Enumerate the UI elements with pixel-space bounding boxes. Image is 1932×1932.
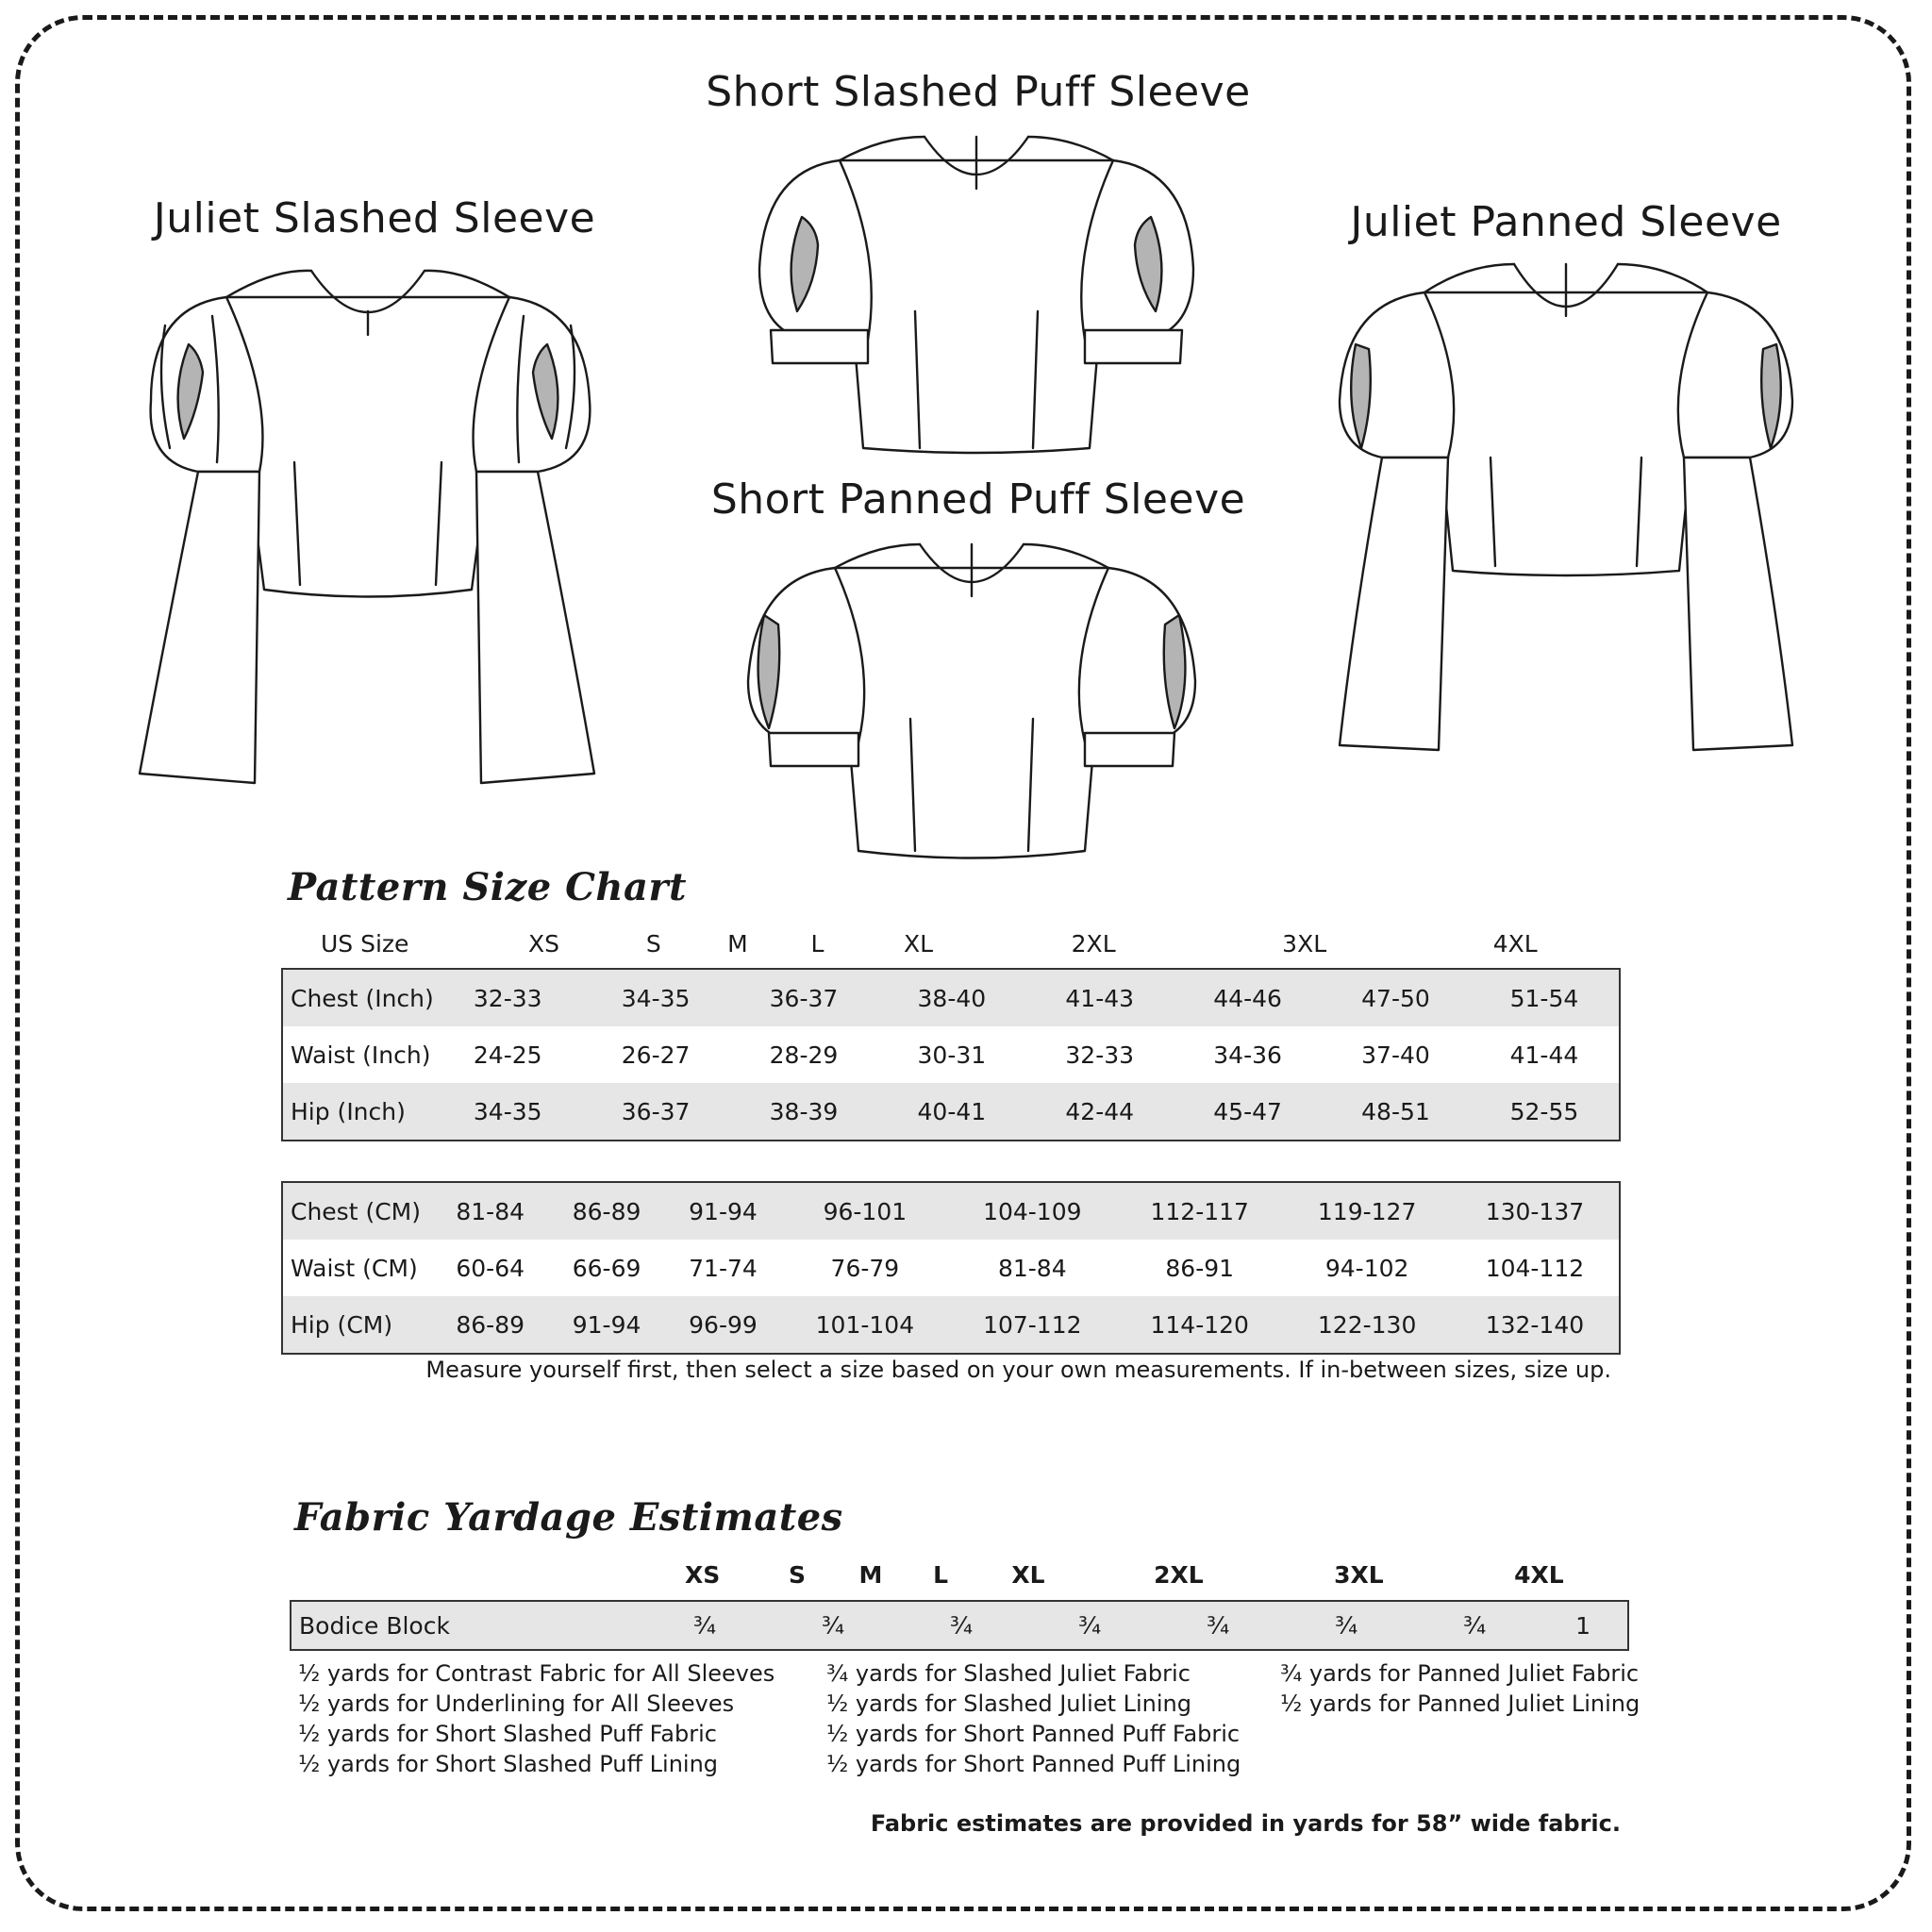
table-cell: 41-44	[1470, 1026, 1620, 1083]
table-cell: 96-101	[781, 1182, 948, 1240]
table-row	[282, 1182, 1620, 1240]
size-header-cell: S	[789, 1560, 807, 1589]
list-item: ½ yards for Panned Juliet Lining	[1280, 1690, 1641, 1717]
size-header-cell: 2XL	[1154, 1560, 1204, 1589]
size-header-cell: XS	[685, 1560, 721, 1589]
table-cell: 122-130	[1283, 1296, 1450, 1354]
table-cell: 51-54	[1470, 969, 1620, 1026]
table-cell: 130-137	[1451, 1182, 1620, 1240]
row-label: Hip (CM)	[282, 1296, 432, 1354]
table-cell: 34-35	[582, 969, 730, 1026]
size-header-cell: 2XL	[1071, 929, 1116, 958]
table-cell: 96-99	[665, 1296, 781, 1354]
list-item: ½ yards for Short Panned Puff Lining	[826, 1751, 1241, 1777]
table-cell: 86-89	[432, 1296, 548, 1354]
table-cell: 36-37	[582, 1083, 730, 1141]
size-header-cell: XL	[1011, 1560, 1045, 1589]
table-cell: 71-74	[665, 1240, 781, 1296]
table-row	[282, 1026, 1620, 1083]
table-cell: 107-112	[949, 1296, 1116, 1354]
table-cell: 47-50	[1322, 969, 1470, 1026]
table-cell: 36-37	[730, 969, 878, 1026]
yardage-footnote: Fabric estimates are provided in yards for 58” wide fabric.	[870, 1810, 1621, 1837]
size-header-cell: 3XL	[1282, 929, 1327, 958]
table-cell: ¾	[641, 1601, 769, 1650]
row-label: Hip (Inch)	[282, 1083, 434, 1141]
size-chart-heading: Pattern Size Chart	[288, 865, 687, 909]
list-item: ½ yards for Short Panned Puff Fabric	[826, 1721, 1241, 1747]
view-title-juliet-panned: Juliet Panned Sleeve	[1350, 198, 1782, 246]
table-cell: 81-84	[949, 1240, 1116, 1296]
table-cell: 132-140	[1451, 1296, 1620, 1354]
table-row	[282, 1083, 1620, 1141]
table-cell: 32-33	[1025, 1026, 1174, 1083]
table-cell: 52-55	[1470, 1083, 1620, 1141]
row-label: Waist (CM)	[282, 1240, 432, 1296]
table-cell: 24-25	[434, 1026, 582, 1083]
yardage-list-2	[826, 1658, 1241, 1779]
size-header-cell: 4XL	[1514, 1560, 1564, 1589]
table-row	[282, 1296, 1620, 1354]
short-slashed-illustration	[750, 132, 1203, 453]
short-panned-illustration	[741, 540, 1203, 860]
table-cell: 86-89	[548, 1182, 664, 1240]
table-cell: 28-29	[730, 1026, 878, 1083]
list-item: ¾ yards for Slashed Juliet Fabric	[826, 1660, 1191, 1687]
table-cell: ¾	[1282, 1601, 1410, 1650]
table-cell: 60-64	[432, 1240, 548, 1296]
table-cell: 86-91	[1116, 1240, 1283, 1296]
table-cell: 91-94	[548, 1296, 664, 1354]
yardage-heading: Fabric Yardage Estimates	[294, 1495, 843, 1540]
size-header-cell: XS	[528, 929, 560, 958]
table-cell: 1	[1539, 1601, 1628, 1650]
yardage-list-1	[298, 1658, 774, 1779]
table-cell: 34-35	[434, 1083, 582, 1141]
table-cell: ¾	[1154, 1601, 1282, 1650]
table-row	[282, 1240, 1620, 1296]
table-cell: 38-39	[730, 1083, 878, 1141]
row-label: Waist (Inch)	[282, 1026, 434, 1083]
yardage-list-3	[1280, 1658, 1640, 1719]
size-header-cell: L	[810, 929, 824, 958]
table-row	[291, 1601, 1628, 1650]
table-cell: 40-41	[877, 1083, 1025, 1141]
table-cell: 119-127	[1283, 1182, 1450, 1240]
list-item: ½ yards for Slashed Juliet Lining	[826, 1690, 1191, 1717]
table-cell: 41-43	[1025, 969, 1174, 1026]
view-title-juliet-slashed: Juliet Slashed Sleeve	[153, 194, 596, 242]
table-cell: 26-27	[582, 1026, 730, 1083]
size-chart-cm-table	[281, 1181, 1621, 1355]
table-cell: ¾	[897, 1601, 1025, 1650]
table-cell: ¾	[1410, 1601, 1539, 1650]
size-chart-header	[281, 923, 1621, 964]
row-label: Chest (Inch)	[282, 969, 434, 1026]
table-cell: 91-94	[665, 1182, 781, 1240]
table-cell: 34-36	[1174, 1026, 1322, 1083]
table-cell: 48-51	[1322, 1083, 1470, 1141]
size-header-cell: 4XL	[1492, 929, 1538, 958]
table-row	[282, 969, 1620, 1026]
table-cell: ¾	[769, 1601, 897, 1650]
table-cell: 44-46	[1174, 969, 1322, 1026]
yardage-header	[290, 1554, 1629, 1595]
table-cell: 94-102	[1283, 1240, 1450, 1296]
juliet-panned-illustration	[1335, 259, 1797, 769]
table-cell: 37-40	[1322, 1026, 1470, 1083]
size-chart-inch-table	[281, 968, 1621, 1141]
size-header-cell: M	[727, 929, 748, 958]
list-item: ½ yards for Short Slashed Puff Fabric	[298, 1721, 717, 1747]
table-cell: 38-40	[877, 969, 1025, 1026]
table-cell: 45-47	[1174, 1083, 1322, 1141]
measure-note: Measure yourself first, then select a size based on your own measurements. If in-between sizes, size up.	[425, 1357, 1611, 1383]
table-cell: 81-84	[432, 1182, 548, 1240]
row-label: Bodice Block	[291, 1601, 641, 1650]
row-label: Chest (CM)	[282, 1182, 432, 1240]
table-cell: 104-109	[949, 1182, 1116, 1240]
table-cell: 114-120	[1116, 1296, 1283, 1354]
table-cell: 32-33	[434, 969, 582, 1026]
yardage-table	[290, 1600, 1629, 1651]
table-cell: 112-117	[1116, 1182, 1283, 1240]
juliet-slashed-illustration	[132, 259, 623, 788]
size-header-cell: L	[933, 1560, 949, 1589]
size-header-cell: M	[858, 1560, 883, 1589]
table-cell: 76-79	[781, 1240, 948, 1296]
list-item: ½ yards for Contrast Fabric for All Sleeves	[298, 1660, 775, 1687]
size-header-cell: XL	[903, 929, 934, 958]
size-header-cell: 3XL	[1334, 1560, 1384, 1589]
view-title-short-slashed: Short Slashed Puff Sleeve	[706, 68, 1251, 116]
list-item: ¾ yards for Panned Juliet Fabric	[1280, 1660, 1640, 1687]
table-cell: 42-44	[1025, 1083, 1174, 1141]
size-header-cell: S	[645, 929, 661, 958]
table-cell: 66-69	[548, 1240, 664, 1296]
table-cell: 104-112	[1451, 1240, 1620, 1296]
table-cell: 101-104	[781, 1296, 948, 1354]
table-cell: 30-31	[877, 1026, 1025, 1083]
list-item: ½ yards for Underlining for All Sleeves	[298, 1690, 735, 1717]
list-item: ½ yards for Short Slashed Puff Lining	[298, 1751, 719, 1777]
table-cell: ¾	[1025, 1601, 1154, 1650]
view-title-short-panned: Short Panned Puff Sleeve	[710, 475, 1246, 524]
us-size-label: US Size	[321, 929, 409, 958]
